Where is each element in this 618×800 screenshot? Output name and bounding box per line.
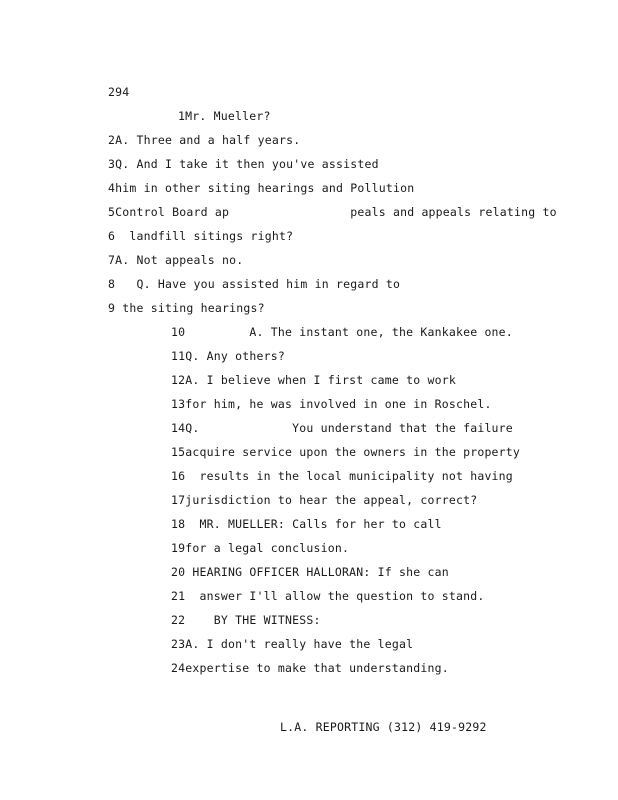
transcript-line-12: 12A. I believe when I first came to work	[171, 373, 456, 387]
reporter-footer: L.A. REPORTING (312) 419-9292	[280, 720, 487, 734]
transcript-line-1: 1Mr. Mueller?	[178, 109, 271, 123]
transcript-line-11: 11Q. Any others?	[171, 349, 285, 363]
transcript-line-10: 10 A. The instant one, the Kankakee one.	[171, 325, 513, 339]
transcript-line-15: 15acquire service upon the owners in the property	[171, 445, 521, 459]
transcript-line-2: 2A. Three and a half years.	[108, 133, 301, 147]
transcript-line-9: 9 the siting hearings?	[108, 301, 265, 315]
transcript-line-3: 3Q. And I take it then you've assisted	[108, 157, 379, 171]
transcript-line-22: 22 BY THE WITNESS:	[171, 613, 321, 627]
transcript-line-20: 20 HEARING OFFICER HALLORAN: If she can	[171, 565, 449, 579]
transcript-line-23: 23A. I don't really have the legal	[171, 637, 414, 651]
transcript-line-21: 21 answer I'll allow the question to stand.	[171, 589, 485, 603]
transcript-line-18: 18 MR. MUELLER: Calls for her to call	[171, 517, 442, 531]
transcript-line-4: 4him in other siting hearings and Pollution	[108, 181, 415, 195]
transcript-line-13: 13for him, he was involved in one in Roschel.	[171, 397, 492, 411]
transcript-line-7: 7A. Not appeals no.	[108, 253, 244, 267]
transcript-line-6: 6 landfill sitings right?	[108, 229, 294, 243]
transcript-line-14: 14Q. You understand that the failure	[171, 421, 513, 435]
page-number: 294	[108, 85, 130, 99]
transcript-line-19: 19for a legal conclusion.	[171, 541, 350, 555]
transcript-line-16: 16 results in the local municipality not having	[171, 469, 513, 483]
transcript-line-5: 5Control Board ap peals and appeals relating to	[108, 205, 557, 219]
transcript-line-24: 24expertise to make that understanding.	[171, 661, 449, 675]
transcript-line-8: 8 Q. Have you assisted him in regard to	[108, 277, 401, 291]
transcript-line-17: 17jurisdiction to hear the appeal, correct?	[171, 493, 478, 507]
